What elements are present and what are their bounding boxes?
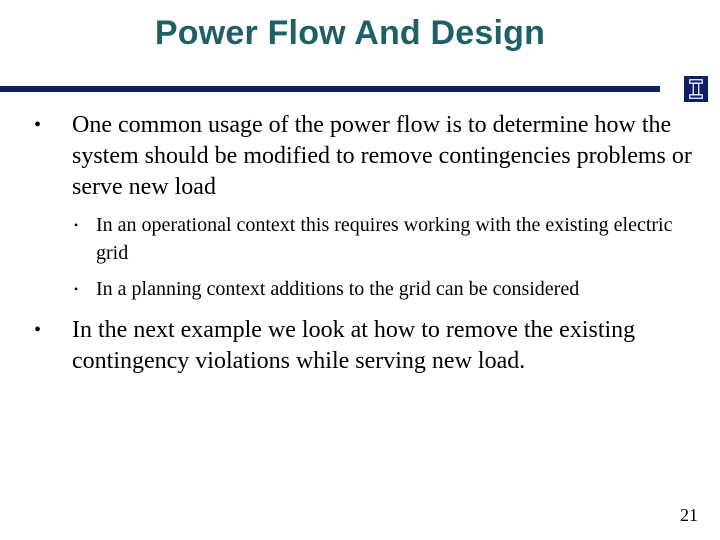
page-number: 21 [680,505,698,525]
bullet-item [0,110,720,203]
slide-title: Power Flow And Design [154,14,546,52]
slide-body [0,110,720,377]
title-rule [0,86,660,92]
sub-bullet-text: In a planning context additions to the grid can be considered [96,278,580,300]
sub-bullet-icon: • [74,282,79,296]
bullet-text: In the next example we look at how to remove the existing contingency violations while serving new load. [72,317,636,374]
university-logo-icon [684,76,708,102]
sub-bullet-item [0,275,720,303]
sub-bullet-item [0,211,720,267]
bullet-text: One common usage of the power flow is to determine how the system should be modified to remove contingencies problems or serve new load [72,112,692,200]
bullet-icon: • [34,114,42,136]
block-i-icon [689,79,703,99]
bullet-item [0,315,720,377]
sub-bullet-icon: • [74,218,79,232]
bullet-icon: • [34,319,42,341]
sub-bullet-text: In an operational context this requires working with the existing electric grid [96,214,673,264]
